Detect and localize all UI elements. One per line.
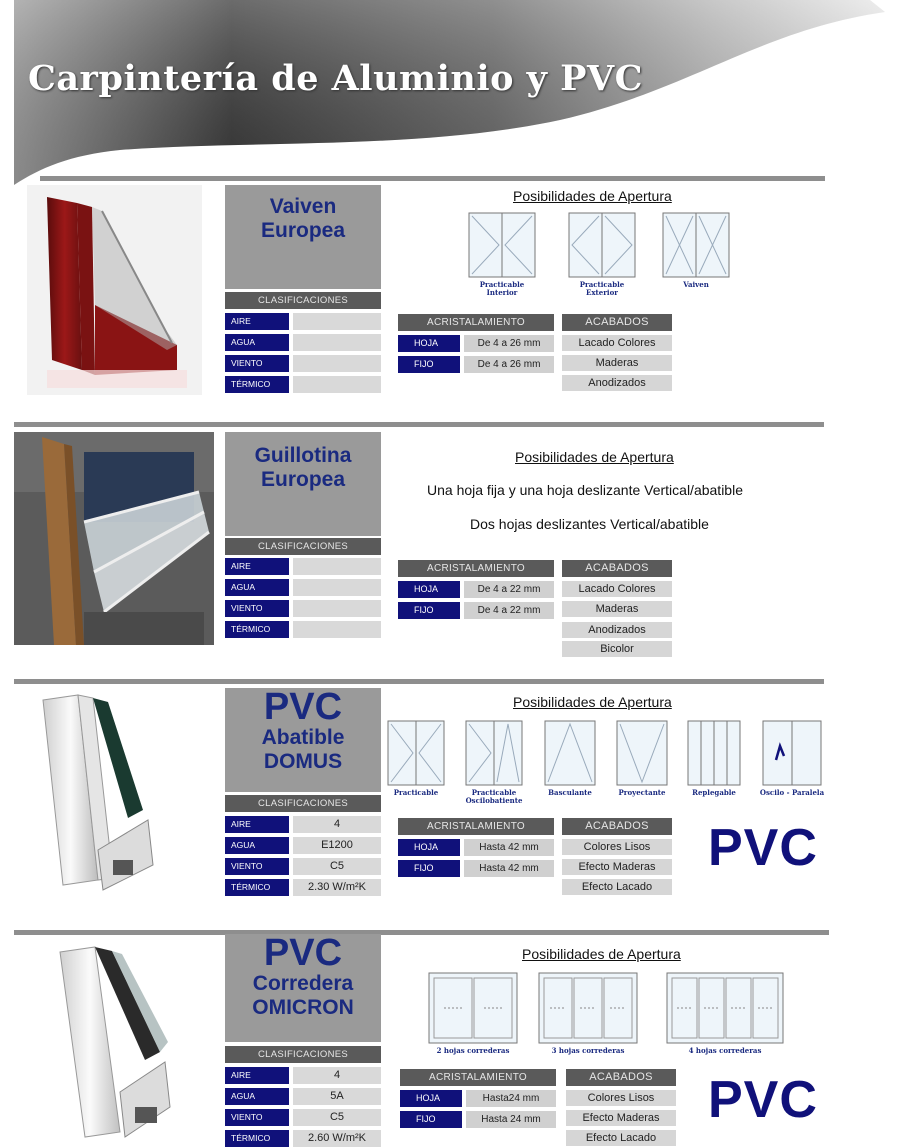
product-title-line: DOMUS [263, 749, 343, 773]
class-label: AIRE [225, 558, 289, 575]
class-value: 5A [293, 1088, 381, 1105]
opening-diagram [536, 972, 640, 1055]
opening-label: Basculante [548, 788, 592, 797]
class-label: AIRE [225, 1067, 289, 1084]
class-row-viento [225, 1109, 381, 1126]
class-row-viento [225, 600, 381, 617]
section-divider [14, 930, 829, 935]
finish-item: Lacado Colores [562, 335, 672, 351]
clasificaciones-header: CLASIFICACIONES [225, 538, 381, 555]
opening-diagram [664, 972, 786, 1055]
opening-title: Posibilidades de Apertura [522, 946, 681, 962]
opening-description: Dos hojas deslizantes Vertical/abatible [470, 516, 709, 532]
opening-label: 3 hojas correderas [551, 1046, 625, 1055]
opening-diagram [682, 720, 746, 797]
window-hopper-icon [544, 720, 596, 786]
pvc-domus-profile-photo [38, 690, 158, 900]
sliding-window-3-icon [538, 972, 638, 1044]
class-label: VIENTO [225, 600, 289, 617]
section-divider [14, 422, 824, 427]
acabados-header: ACABADOS [566, 1069, 676, 1086]
class-value: 4 [293, 816, 381, 833]
finish-item: Colores Lisos [562, 839, 672, 855]
opening-description: Una hoja fija y una hoja deslizante Vertical/abatible [427, 482, 743, 498]
page-title: Carpintería de Aluminio y PVC [28, 58, 644, 99]
glazing-row-fijo [398, 602, 554, 619]
class-value: 4 [293, 1067, 381, 1084]
glazing-row-hoja [398, 335, 554, 352]
class-row-agua [225, 334, 381, 351]
class-value: E1200 [293, 837, 381, 854]
class-label: AGUA [225, 579, 289, 596]
finish-item: Maderas [562, 601, 672, 617]
opening-diagram [384, 720, 448, 797]
pvc-omicron-profile-photo [50, 942, 175, 1142]
finish-item: Maderas [562, 355, 672, 371]
glazing-value: De 4 a 22 mm [464, 581, 554, 598]
opening-diagram [462, 720, 526, 805]
glazing-value: De 4 a 26 mm [464, 335, 554, 352]
finish-item: Bicolor [562, 641, 672, 657]
opening-title: Posibilidades de Apertura [513, 188, 672, 204]
opening-label: Vaiven [683, 280, 709, 289]
acristalamiento-header: ACRISTALAMIENTO [400, 1069, 556, 1086]
glazing-label: HOJA [398, 581, 460, 598]
product-title-line: Europea [260, 218, 346, 242]
opening-diagram [566, 212, 638, 297]
class-row-agua [225, 579, 381, 596]
glazing-label: HOJA [398, 839, 460, 856]
product-title-line: Europea [260, 467, 346, 491]
class-label: TÉRMICO [225, 879, 289, 896]
product-title-line: Abatible [261, 726, 345, 749]
opening-diagram [660, 212, 732, 289]
opening-title: Posibilidades de Apertura [513, 694, 672, 710]
clasificaciones-header: CLASIFICACIONES [225, 795, 381, 812]
sliding-window-4-icon [666, 972, 784, 1044]
glazing-value: De 4 a 22 mm [464, 602, 554, 619]
glazing-value: Hasta 42 mm [464, 860, 554, 877]
glazing-value: Hasta24 mm [466, 1090, 556, 1107]
finish-item: Efecto Lacado [562, 879, 672, 895]
class-row-termico [225, 879, 381, 896]
product-title-block [225, 185, 381, 289]
class-value: C5 [293, 858, 381, 875]
class-value [293, 579, 381, 596]
acabados-header: ACABADOS [562, 818, 672, 835]
glazing-value: De 4 a 26 mm [464, 356, 554, 373]
pvc-logo: PVC [708, 819, 818, 877]
opening-diagram [426, 972, 520, 1055]
opening-diagram [538, 720, 602, 797]
pvc-logo: PVC [708, 1071, 818, 1129]
opening-label: Practicable Oscilobatiente [465, 788, 523, 806]
window-double-icon [662, 212, 730, 278]
opening-diagram [754, 720, 830, 797]
acristalamiento-header: ACRISTALAMIENTO [398, 314, 554, 331]
class-label: AIRE [225, 313, 289, 330]
class-row-agua [225, 837, 381, 854]
product-title-line: PVC [263, 932, 343, 974]
section-divider [14, 679, 824, 684]
acristalamiento-header: ACRISTALAMIENTO [398, 818, 554, 835]
opening-label: 2 hojas correderas [436, 1046, 510, 1055]
opening-label: Practicable Interior [479, 280, 525, 298]
class-label: AGUA [225, 1088, 289, 1105]
finish-item: Efecto Maderas [562, 859, 672, 875]
class-row-aire [225, 558, 381, 575]
opening-label: 4 hojas correderas [688, 1046, 762, 1055]
class-row-viento [225, 858, 381, 875]
product-title-line: Vaiven [269, 195, 337, 218]
product-title-line: Corredera [252, 972, 354, 995]
finish-item: Colores Lisos [566, 1090, 676, 1106]
class-row-termico [225, 621, 381, 638]
glazing-label: FIJO [398, 602, 460, 619]
glazing-label: HOJA [398, 335, 460, 352]
class-value: C5 [293, 1109, 381, 1126]
guillotina-window-photo [14, 432, 214, 645]
opening-title: Posibilidades de Apertura [515, 449, 674, 465]
glazing-label: FIJO [400, 1111, 462, 1128]
class-row-viento [225, 355, 381, 372]
product-title-line: OMICRON [252, 995, 354, 1019]
window-double-icon [387, 720, 445, 786]
clasificaciones-header: CLASIFICACIONES [225, 292, 381, 309]
opening-label: Practicable [393, 788, 439, 797]
finish-item: Lacado Colores [562, 581, 672, 597]
window-parallel-icon [762, 720, 822, 786]
finish-item: Anodizados [562, 375, 672, 391]
class-label: TÉRMICO [225, 376, 289, 393]
glazing-label: FIJO [398, 356, 460, 373]
sliding-window-2-icon [428, 972, 518, 1044]
glazing-row-hoja [400, 1090, 556, 1107]
clasificaciones-header: CLASIFICACIONES [225, 1046, 381, 1063]
acabados-header: ACABADOS [562, 560, 672, 577]
class-label: TÉRMICO [225, 1130, 289, 1147]
window-folding-icon [687, 720, 741, 786]
product-title-block [225, 934, 381, 1042]
class-row-termico [225, 376, 381, 393]
glazing-row-fijo [398, 860, 554, 877]
opening-label: Replegable [692, 788, 736, 797]
class-row-aire [225, 1067, 381, 1084]
product-title-block [225, 432, 381, 536]
opening-label: Oscilo - Paralela [759, 788, 825, 797]
class-value [293, 600, 381, 617]
glazing-row-fijo [400, 1111, 556, 1128]
acristalamiento-header: ACRISTALAMIENTO [398, 560, 554, 577]
glazing-value: Hasta 42 mm [464, 839, 554, 856]
class-label: AIRE [225, 816, 289, 833]
window-projecting-icon [616, 720, 668, 786]
finish-item: Efecto Maderas [566, 1110, 676, 1126]
glazing-row-fijo [398, 356, 554, 373]
class-row-aire [225, 313, 381, 330]
class-label: VIENTO [225, 1109, 289, 1126]
class-row-agua [225, 1088, 381, 1105]
class-label: VIENTO [225, 355, 289, 372]
class-value [293, 355, 381, 372]
window-double-icon [568, 212, 636, 278]
class-value [293, 621, 381, 638]
opening-label: Proyectante [618, 788, 666, 797]
class-row-aire [225, 816, 381, 833]
glazing-row-hoja [398, 839, 554, 856]
class-value [293, 313, 381, 330]
product-title-block [225, 688, 381, 792]
class-row-termico [225, 1130, 381, 1147]
class-label: TÉRMICO [225, 621, 289, 638]
product-title-line: PVC [263, 686, 343, 728]
opening-diagram [610, 720, 674, 797]
class-value: 2.60 W/m²K [293, 1130, 381, 1147]
finish-item: Efecto Lacado [566, 1130, 676, 1146]
vaiven-profile-photo [27, 185, 202, 395]
opening-diagram [466, 212, 538, 297]
window-tilt-turn-icon [465, 720, 523, 786]
glazing-value: Hasta 24 mm [466, 1111, 556, 1128]
product-title-line: Guillotina [254, 444, 352, 467]
class-label: AGUA [225, 334, 289, 351]
glazing-row-hoja [398, 581, 554, 598]
glazing-label: HOJA [400, 1090, 462, 1107]
class-label: AGUA [225, 837, 289, 854]
finish-item: Anodizados [562, 622, 672, 638]
class-label: VIENTO [225, 858, 289, 875]
class-value [293, 334, 381, 351]
glazing-label: FIJO [398, 860, 460, 877]
class-value [293, 376, 381, 393]
opening-label: Practicable Exterior [579, 280, 625, 298]
section-divider [40, 176, 825, 181]
window-double-icon [468, 212, 536, 278]
acabados-header: ACABADOS [562, 314, 672, 331]
header-banner [0, 0, 900, 190]
class-value [293, 558, 381, 575]
class-value: 2.30 W/m²K [293, 879, 381, 896]
